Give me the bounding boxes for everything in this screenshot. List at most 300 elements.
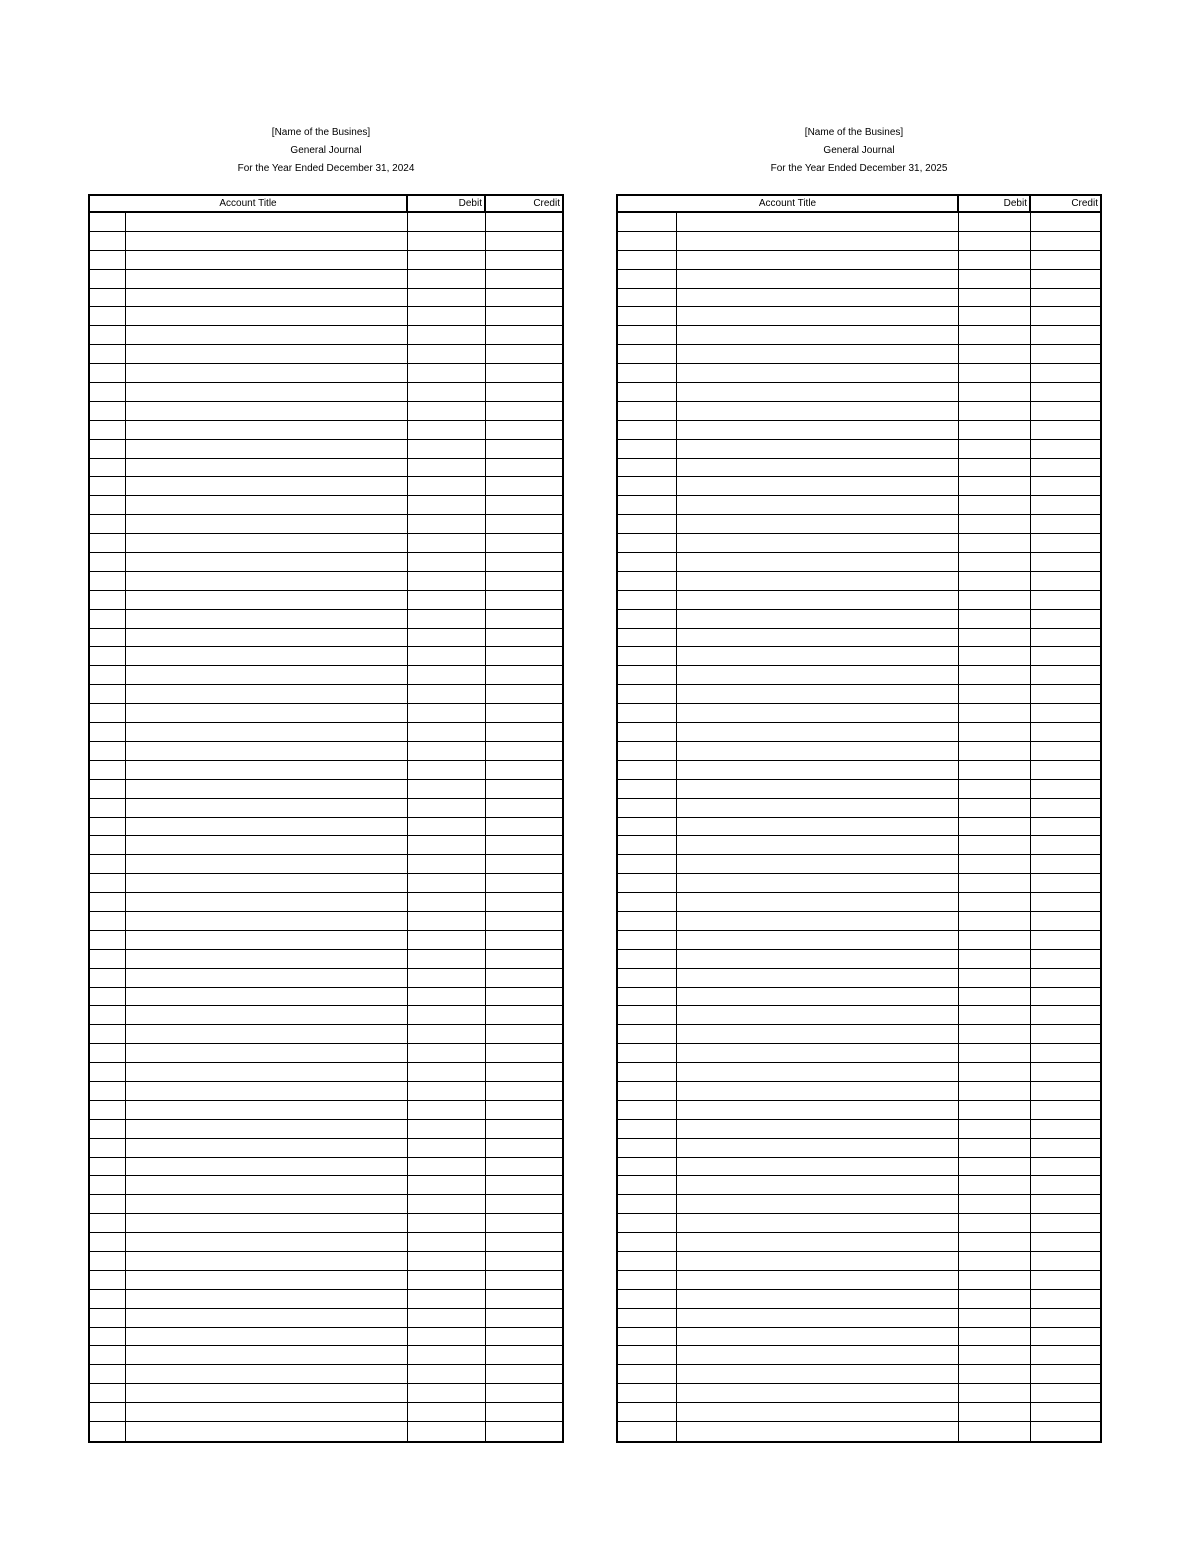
debit-cell[interactable] — [959, 251, 1031, 269]
account-title-cell[interactable] — [126, 836, 408, 854]
debit-cell[interactable] — [408, 1120, 486, 1138]
account-title-cell[interactable] — [126, 818, 408, 836]
account-title-cell[interactable] — [126, 1120, 408, 1138]
credit-cell[interactable] — [486, 761, 562, 779]
account-title-cell[interactable] — [126, 1271, 408, 1289]
credit-cell[interactable] — [1031, 1328, 1100, 1346]
debit-cell[interactable] — [959, 1384, 1031, 1402]
credit-cell[interactable] — [1031, 213, 1100, 231]
account-title-cell[interactable] — [677, 1214, 959, 1232]
date-cell[interactable] — [618, 251, 677, 269]
date-cell[interactable] — [90, 1101, 126, 1119]
debit-cell[interactable] — [408, 364, 486, 382]
credit-cell[interactable] — [486, 855, 562, 873]
account-title-cell[interactable] — [677, 1044, 959, 1062]
credit-cell[interactable] — [486, 1082, 562, 1100]
account-title-cell[interactable] — [677, 402, 959, 420]
credit-cell[interactable] — [1031, 1346, 1100, 1364]
account-title-cell[interactable] — [677, 1176, 959, 1194]
date-cell[interactable] — [90, 1384, 126, 1402]
debit-cell[interactable] — [959, 591, 1031, 609]
account-title-cell[interactable] — [677, 534, 959, 552]
date-cell[interactable] — [618, 1214, 677, 1232]
account-title-cell[interactable] — [677, 912, 959, 930]
account-title-cell[interactable] — [126, 402, 408, 420]
debit-cell[interactable] — [959, 1044, 1031, 1062]
debit-cell[interactable] — [959, 572, 1031, 590]
date-cell[interactable] — [90, 270, 126, 288]
date-cell[interactable] — [90, 307, 126, 325]
debit-cell[interactable] — [408, 704, 486, 722]
debit-cell[interactable] — [408, 515, 486, 533]
credit-cell[interactable] — [1031, 836, 1100, 854]
account-title-cell[interactable] — [677, 383, 959, 401]
account-title-cell[interactable] — [677, 950, 959, 968]
date-cell[interactable] — [90, 459, 126, 477]
date-cell[interactable] — [90, 496, 126, 514]
credit-cell[interactable] — [1031, 534, 1100, 552]
date-cell[interactable] — [90, 289, 126, 307]
account-title-cell[interactable] — [677, 572, 959, 590]
credit-cell[interactable] — [1031, 591, 1100, 609]
account-title-cell[interactable] — [677, 799, 959, 817]
debit-cell[interactable] — [408, 1403, 486, 1421]
credit-cell[interactable] — [486, 326, 562, 344]
date-cell[interactable] — [618, 232, 677, 250]
date-cell[interactable] — [618, 1139, 677, 1157]
account-title-cell[interactable] — [126, 364, 408, 382]
credit-cell[interactable] — [1031, 572, 1100, 590]
credit-cell[interactable] — [486, 1101, 562, 1119]
debit-cell[interactable] — [959, 515, 1031, 533]
debit-cell[interactable] — [408, 1101, 486, 1119]
debit-cell[interactable] — [408, 402, 486, 420]
date-cell[interactable] — [90, 572, 126, 590]
date-cell[interactable] — [618, 440, 677, 458]
account-title-cell[interactable] — [126, 1346, 408, 1364]
date-cell[interactable] — [90, 515, 126, 533]
credit-cell[interactable] — [1031, 761, 1100, 779]
account-title-cell[interactable] — [677, 704, 959, 722]
credit-cell[interactable] — [1031, 251, 1100, 269]
date-cell[interactable] — [90, 1328, 126, 1346]
credit-cell[interactable] — [1031, 1101, 1100, 1119]
date-cell[interactable] — [90, 1158, 126, 1176]
account-title-cell[interactable] — [126, 931, 408, 949]
credit-cell[interactable] — [1031, 931, 1100, 949]
date-cell[interactable] — [618, 1195, 677, 1213]
account-title-cell[interactable] — [126, 988, 408, 1006]
date-cell[interactable] — [618, 893, 677, 911]
account-title-cell[interactable] — [677, 1309, 959, 1327]
credit-cell[interactable] — [1031, 1365, 1100, 1383]
date-cell[interactable] — [90, 1025, 126, 1043]
debit-cell[interactable] — [408, 421, 486, 439]
date-cell[interactable] — [618, 1328, 677, 1346]
date-cell[interactable] — [90, 780, 126, 798]
account-title-cell[interactable] — [677, 1384, 959, 1402]
credit-cell[interactable] — [486, 1195, 562, 1213]
account-title-cell[interactable] — [677, 591, 959, 609]
date-cell[interactable] — [90, 421, 126, 439]
account-title-cell[interactable] — [126, 893, 408, 911]
account-title-cell[interactable] — [677, 440, 959, 458]
date-cell[interactable] — [90, 402, 126, 420]
credit-cell[interactable] — [486, 969, 562, 987]
debit-cell[interactable] — [408, 950, 486, 968]
account-title-cell[interactable] — [677, 289, 959, 307]
date-cell[interactable] — [618, 855, 677, 873]
date-cell[interactable] — [90, 1365, 126, 1383]
debit-cell[interactable] — [959, 1158, 1031, 1176]
debit-cell[interactable] — [959, 496, 1031, 514]
date-cell[interactable] — [90, 534, 126, 552]
credit-cell[interactable] — [486, 1384, 562, 1402]
debit-cell[interactable] — [408, 629, 486, 647]
account-title-cell[interactable] — [126, 1422, 408, 1441]
date-cell[interactable] — [90, 742, 126, 760]
credit-cell[interactable] — [486, 723, 562, 741]
account-title-cell[interactable] — [677, 477, 959, 495]
debit-cell[interactable] — [959, 685, 1031, 703]
account-title-cell[interactable] — [126, 421, 408, 439]
credit-cell[interactable] — [1031, 1384, 1100, 1402]
date-cell[interactable] — [90, 553, 126, 571]
date-cell[interactable] — [90, 723, 126, 741]
date-cell[interactable] — [618, 685, 677, 703]
credit-cell[interactable] — [486, 988, 562, 1006]
date-cell[interactable] — [618, 1063, 677, 1081]
date-cell[interactable] — [618, 345, 677, 363]
debit-cell[interactable] — [408, 874, 486, 892]
date-cell[interactable] — [618, 421, 677, 439]
account-title-cell[interactable] — [126, 289, 408, 307]
debit-cell[interactable] — [408, 723, 486, 741]
date-cell[interactable] — [90, 761, 126, 779]
date-cell[interactable] — [90, 1006, 126, 1024]
account-title-cell[interactable] — [677, 1082, 959, 1100]
debit-cell[interactable] — [959, 1403, 1031, 1421]
account-title-cell[interactable] — [126, 1176, 408, 1194]
account-title-cell[interactable] — [677, 1271, 959, 1289]
date-cell[interactable] — [618, 534, 677, 552]
account-title-cell[interactable] — [677, 931, 959, 949]
credit-cell[interactable] — [486, 1158, 562, 1176]
account-title-cell[interactable] — [677, 459, 959, 477]
credit-cell[interactable] — [1031, 629, 1100, 647]
credit-cell[interactable] — [486, 383, 562, 401]
credit-cell[interactable] — [1031, 818, 1100, 836]
date-cell[interactable] — [618, 818, 677, 836]
account-title-cell[interactable] — [126, 723, 408, 741]
debit-cell[interactable] — [408, 477, 486, 495]
credit-cell[interactable] — [486, 459, 562, 477]
date-cell[interactable] — [90, 1139, 126, 1157]
date-cell[interactable] — [90, 1195, 126, 1213]
account-title-cell[interactable] — [677, 1120, 959, 1138]
debit-cell[interactable] — [408, 893, 486, 911]
debit-cell[interactable] — [408, 931, 486, 949]
date-cell[interactable] — [618, 1403, 677, 1421]
debit-cell[interactable] — [959, 1252, 1031, 1270]
date-cell[interactable] — [618, 1346, 677, 1364]
debit-cell[interactable] — [959, 1233, 1031, 1251]
account-title-cell[interactable] — [677, 213, 959, 231]
credit-cell[interactable] — [486, 931, 562, 949]
credit-cell[interactable] — [1031, 1195, 1100, 1213]
date-cell[interactable] — [618, 799, 677, 817]
credit-cell[interactable] — [486, 1176, 562, 1194]
account-title-cell[interactable] — [126, 1101, 408, 1119]
credit-cell[interactable] — [1031, 780, 1100, 798]
account-title-cell[interactable] — [677, 836, 959, 854]
debit-cell[interactable] — [408, 647, 486, 665]
credit-cell[interactable] — [1031, 1214, 1100, 1232]
credit-cell[interactable] — [486, 685, 562, 703]
debit-cell[interactable] — [408, 818, 486, 836]
date-cell[interactable] — [90, 666, 126, 684]
date-cell[interactable] — [90, 1063, 126, 1081]
debit-cell[interactable] — [959, 1195, 1031, 1213]
debit-cell[interactable] — [959, 836, 1031, 854]
credit-cell[interactable] — [1031, 232, 1100, 250]
account-title-cell[interactable] — [126, 459, 408, 477]
date-cell[interactable] — [618, 704, 677, 722]
credit-cell[interactable] — [1031, 307, 1100, 325]
date-cell[interactable] — [90, 855, 126, 873]
credit-cell[interactable] — [1031, 459, 1100, 477]
date-cell[interactable] — [90, 251, 126, 269]
credit-cell[interactable] — [486, 553, 562, 571]
credit-cell[interactable] — [486, 364, 562, 382]
credit-cell[interactable] — [1031, 1120, 1100, 1138]
debit-cell[interactable] — [408, 988, 486, 1006]
debit-cell[interactable] — [959, 704, 1031, 722]
credit-cell[interactable] — [486, 402, 562, 420]
credit-cell[interactable] — [1031, 515, 1100, 533]
account-title-cell[interactable] — [126, 704, 408, 722]
credit-cell[interactable] — [1031, 1422, 1100, 1441]
account-title-cell[interactable] — [677, 1290, 959, 1308]
account-title-cell[interactable] — [126, 666, 408, 684]
date-cell[interactable] — [90, 440, 126, 458]
date-cell[interactable] — [618, 572, 677, 590]
debit-cell[interactable] — [408, 289, 486, 307]
date-cell[interactable] — [90, 1233, 126, 1251]
account-title-cell[interactable] — [677, 1252, 959, 1270]
date-cell[interactable] — [618, 477, 677, 495]
debit-cell[interactable] — [959, 666, 1031, 684]
date-cell[interactable] — [618, 780, 677, 798]
credit-cell[interactable] — [486, 1309, 562, 1327]
debit-cell[interactable] — [959, 742, 1031, 760]
account-title-cell[interactable] — [677, 1328, 959, 1346]
debit-cell[interactable] — [408, 1290, 486, 1308]
debit-cell[interactable] — [959, 383, 1031, 401]
credit-cell[interactable] — [486, 610, 562, 628]
credit-cell[interactable] — [1031, 421, 1100, 439]
account-title-cell[interactable] — [126, 780, 408, 798]
credit-cell[interactable] — [486, 477, 562, 495]
account-title-cell[interactable] — [126, 629, 408, 647]
credit-cell[interactable] — [1031, 1063, 1100, 1081]
date-cell[interactable] — [90, 1309, 126, 1327]
account-title-cell[interactable] — [126, 647, 408, 665]
account-title-cell[interactable] — [677, 874, 959, 892]
debit-cell[interactable] — [959, 610, 1031, 628]
debit-cell[interactable] — [959, 421, 1031, 439]
credit-cell[interactable] — [1031, 647, 1100, 665]
date-cell[interactable] — [90, 836, 126, 854]
debit-cell[interactable] — [408, 1384, 486, 1402]
credit-cell[interactable] — [1031, 855, 1100, 873]
debit-cell[interactable] — [408, 1044, 486, 1062]
credit-cell[interactable] — [486, 1044, 562, 1062]
account-title-cell[interactable] — [677, 1025, 959, 1043]
date-cell[interactable] — [90, 383, 126, 401]
account-title-cell[interactable] — [677, 647, 959, 665]
date-cell[interactable] — [90, 685, 126, 703]
debit-cell[interactable] — [959, 761, 1031, 779]
account-title-cell[interactable] — [126, 855, 408, 873]
account-title-cell[interactable] — [126, 572, 408, 590]
credit-cell[interactable] — [486, 1120, 562, 1138]
debit-cell[interactable] — [408, 1082, 486, 1100]
credit-cell[interactable] — [486, 780, 562, 798]
date-cell[interactable] — [618, 383, 677, 401]
credit-cell[interactable] — [486, 666, 562, 684]
credit-cell[interactable] — [1031, 1271, 1100, 1289]
account-title-cell[interactable] — [677, 1422, 959, 1441]
date-cell[interactable] — [618, 591, 677, 609]
debit-cell[interactable] — [408, 1233, 486, 1251]
date-cell[interactable] — [618, 1082, 677, 1100]
credit-cell[interactable] — [1031, 1006, 1100, 1024]
account-title-cell[interactable] — [126, 1006, 408, 1024]
debit-cell[interactable] — [408, 685, 486, 703]
credit-cell[interactable] — [486, 836, 562, 854]
date-cell[interactable] — [618, 1252, 677, 1270]
date-cell[interactable] — [618, 666, 677, 684]
date-cell[interactable] — [90, 912, 126, 930]
credit-cell[interactable] — [486, 289, 562, 307]
date-cell[interactable] — [618, 647, 677, 665]
account-title-cell[interactable] — [677, 251, 959, 269]
account-title-cell[interactable] — [126, 1328, 408, 1346]
account-title-cell[interactable] — [126, 1139, 408, 1157]
account-title-cell[interactable] — [677, 1346, 959, 1364]
debit-cell[interactable] — [959, 307, 1031, 325]
date-cell[interactable] — [618, 610, 677, 628]
credit-cell[interactable] — [1031, 402, 1100, 420]
debit-cell[interactable] — [408, 666, 486, 684]
date-cell[interactable] — [618, 553, 677, 571]
debit-cell[interactable] — [408, 1063, 486, 1081]
credit-cell[interactable] — [486, 421, 562, 439]
account-title-cell[interactable] — [126, 874, 408, 892]
debit-cell[interactable] — [959, 1025, 1031, 1043]
date-cell[interactable] — [618, 289, 677, 307]
credit-cell[interactable] — [1031, 1309, 1100, 1327]
account-title-cell[interactable] — [677, 345, 959, 363]
date-cell[interactable] — [618, 1120, 677, 1138]
date-cell[interactable] — [90, 232, 126, 250]
credit-cell[interactable] — [1031, 874, 1100, 892]
date-cell[interactable] — [90, 1422, 126, 1441]
account-title-cell[interactable] — [126, 950, 408, 968]
credit-cell[interactable] — [1031, 1082, 1100, 1100]
credit-cell[interactable] — [486, 1290, 562, 1308]
account-title-cell[interactable] — [677, 893, 959, 911]
date-cell[interactable] — [618, 969, 677, 987]
credit-cell[interactable] — [1031, 969, 1100, 987]
credit-cell[interactable] — [1031, 364, 1100, 382]
date-cell[interactable] — [90, 1290, 126, 1308]
debit-cell[interactable] — [959, 1176, 1031, 1194]
debit-cell[interactable] — [959, 818, 1031, 836]
credit-cell[interactable] — [486, 515, 562, 533]
date-cell[interactable] — [90, 326, 126, 344]
date-cell[interactable] — [618, 270, 677, 288]
credit-cell[interactable] — [1031, 326, 1100, 344]
debit-cell[interactable] — [959, 1422, 1031, 1441]
debit-cell[interactable] — [959, 364, 1031, 382]
credit-cell[interactable] — [1031, 799, 1100, 817]
credit-cell[interactable] — [1031, 1044, 1100, 1062]
debit-cell[interactable] — [408, 345, 486, 363]
debit-cell[interactable] — [959, 534, 1031, 552]
account-title-cell[interactable] — [126, 685, 408, 703]
credit-cell[interactable] — [1031, 1158, 1100, 1176]
credit-cell[interactable] — [486, 572, 562, 590]
date-cell[interactable] — [90, 1346, 126, 1364]
date-cell[interactable] — [90, 988, 126, 1006]
credit-cell[interactable] — [486, 345, 562, 363]
debit-cell[interactable] — [959, 1328, 1031, 1346]
date-cell[interactable] — [90, 1271, 126, 1289]
credit-cell[interactable] — [486, 874, 562, 892]
debit-cell[interactable] — [959, 289, 1031, 307]
date-cell[interactable] — [618, 213, 677, 231]
account-title-cell[interactable] — [126, 1025, 408, 1043]
debit-cell[interactable] — [408, 270, 486, 288]
credit-cell[interactable] — [1031, 1290, 1100, 1308]
credit-cell[interactable] — [486, 799, 562, 817]
date-cell[interactable] — [90, 874, 126, 892]
date-cell[interactable] — [618, 629, 677, 647]
date-cell[interactable] — [618, 988, 677, 1006]
account-title-cell[interactable] — [126, 534, 408, 552]
credit-cell[interactable] — [486, 1271, 562, 1289]
date-cell[interactable] — [618, 761, 677, 779]
credit-cell[interactable] — [486, 1346, 562, 1364]
debit-cell[interactable] — [959, 799, 1031, 817]
account-title-cell[interactable] — [126, 1309, 408, 1327]
date-cell[interactable] — [618, 326, 677, 344]
account-title-cell[interactable] — [677, 742, 959, 760]
credit-cell[interactable] — [486, 893, 562, 911]
date-cell[interactable] — [90, 969, 126, 987]
account-title-cell[interactable] — [126, 307, 408, 325]
debit-cell[interactable] — [959, 1365, 1031, 1383]
debit-cell[interactable] — [408, 383, 486, 401]
credit-cell[interactable] — [1031, 666, 1100, 684]
account-title-cell[interactable] — [126, 270, 408, 288]
debit-cell[interactable] — [408, 1422, 486, 1441]
credit-cell[interactable] — [486, 1422, 562, 1441]
credit-cell[interactable] — [1031, 685, 1100, 703]
debit-cell[interactable] — [959, 874, 1031, 892]
